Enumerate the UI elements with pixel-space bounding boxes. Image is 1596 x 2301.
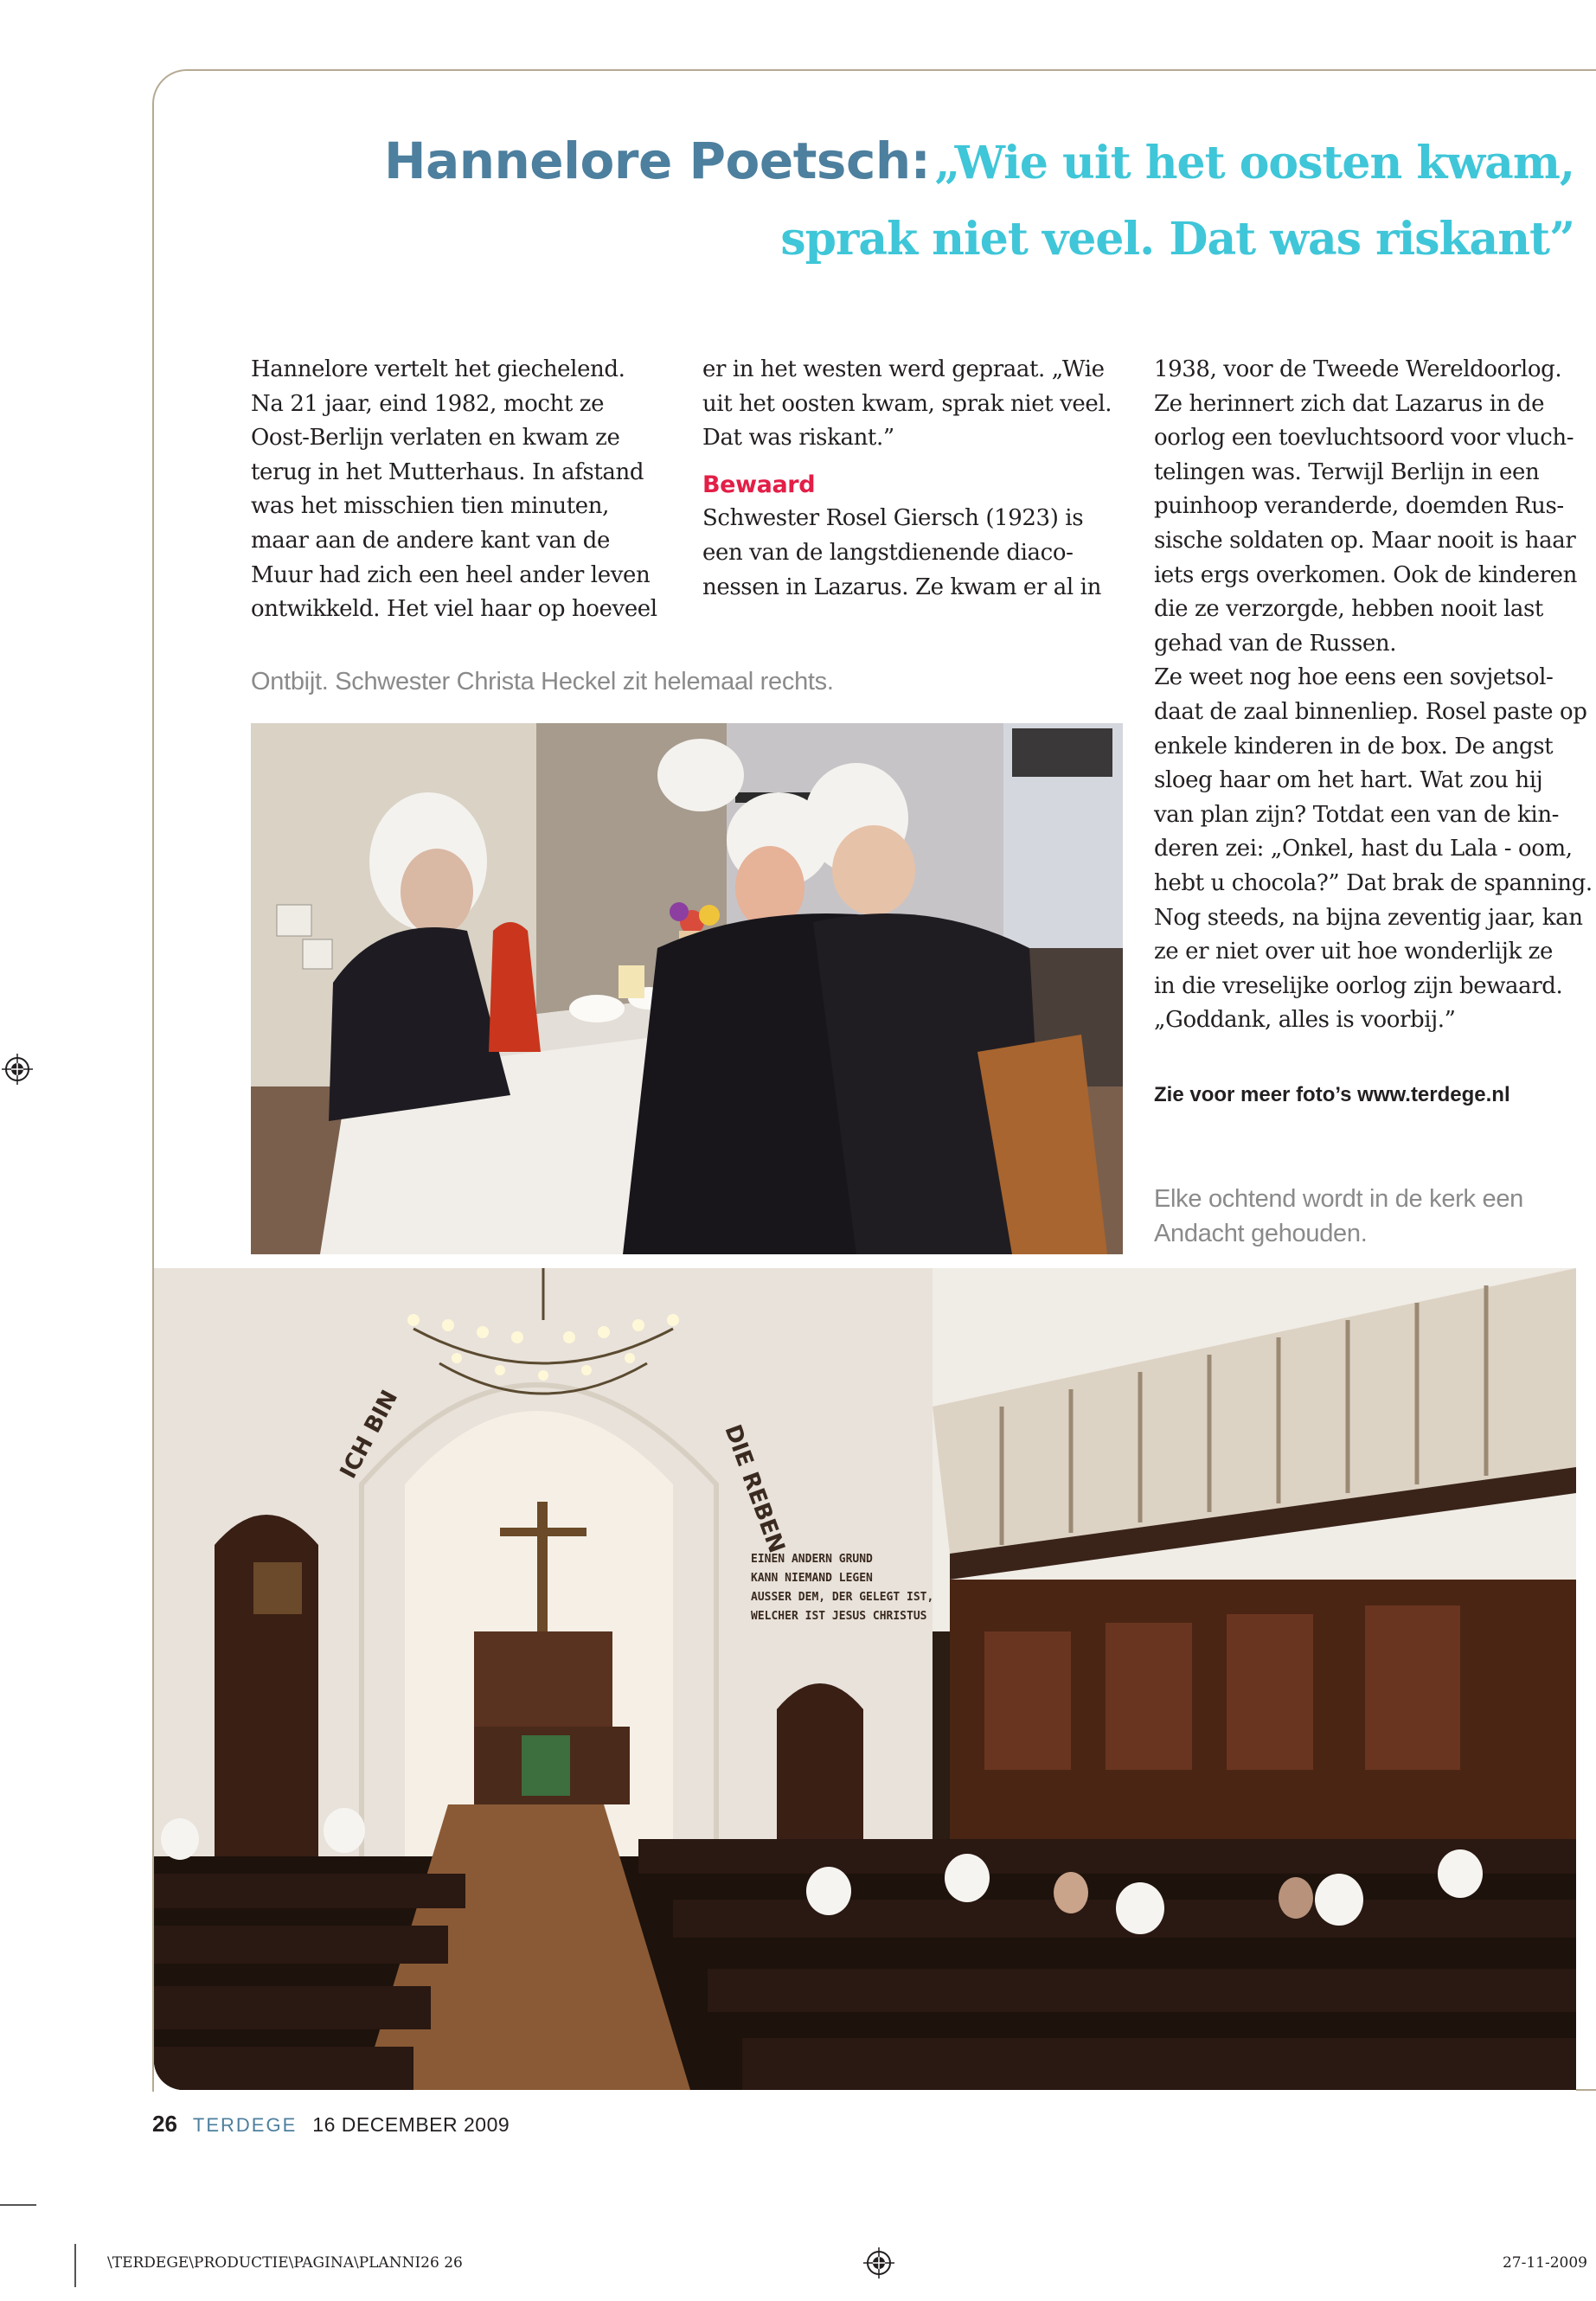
arch-text-right: DIE REBEN (719, 1421, 790, 1557)
text-column-3 (1154, 353, 1595, 1038)
headline-quote-line1: „Wie uit het oosten kwam, (934, 137, 1574, 189)
crop-mark (0, 2204, 36, 2206)
body-line: gehad van de Russen. (1154, 630, 1397, 657)
body-line: enkele kinderen in de box. De angst (1154, 733, 1554, 760)
body-line: Hannelore vertelt het giechelend. (251, 356, 625, 382)
wall-text-line: EINEN ANDERN GRUND (751, 1553, 873, 1566)
body-line: die ze verzorgde, hebben nooit last (1154, 596, 1543, 623)
body-line: Schwester Rosel Giersch (1923) is (702, 505, 1084, 532)
body-line: Na 21 jaar, eind 1982, mocht ze (251, 390, 605, 417)
body-line: een van de langstdienende diaco- (702, 539, 1074, 566)
print-slug-date: 27-11-2009 (1502, 2254, 1587, 2272)
body-line: oorlog een toevluchtsoord voor vluch- (1154, 425, 1574, 452)
body-line: Oost-Berlijn verlaten en kwam ze (251, 425, 620, 452)
breakfast-photo (251, 723, 1123, 1254)
page-frame-top (152, 69, 1596, 104)
registration-mark-icon (2, 1054, 33, 1085)
article-headline (260, 128, 1574, 283)
crop-mark (74, 2244, 76, 2287)
print-slug-path: \TERDEGE\PRODUCTIE\PAGINA\PLANNI26 26 (107, 2254, 463, 2272)
headline-name: Hannelore Poetsch: (384, 131, 931, 190)
wall-text-line: WELCHER IST JESUS CHRISTUS (751, 1610, 927, 1623)
caption-line: Elke ochtend wordt in de kerk een (1154, 1185, 1523, 1213)
body-line: Ze herinnert zich dat Lazarus in de (1154, 390, 1545, 417)
wall-text-line: KANN NIEMAND LEGEN (751, 1572, 873, 1585)
body-line: Dat was riskant.” (702, 425, 894, 452)
body-line: iets ergs overkomen. Ook de kinderen (1154, 561, 1577, 588)
page-footer (152, 2111, 510, 2137)
magazine-name: TERDEGE (192, 2114, 298, 2136)
body-line: hebt u chocola?” Dat brak de spanning. (1154, 869, 1593, 896)
arch-text-left: ICH BIN (335, 1386, 404, 1484)
website-reference: Zie voor meer foto’s www.terdege.nl (1154, 1083, 1510, 1106)
body-line: sloeg haar om het hart. Wat zou hij (1154, 767, 1543, 794)
issue-date: 16 DECEMBER 2009 (312, 2113, 510, 2136)
body-line: nessen in Lazarus. Ze kwam er al in (702, 574, 1101, 600)
body-line: „Goddank, alles is voorbij.” (1154, 1007, 1456, 1034)
headline-quote-line2: sprak niet veel. Dat was riskant” (780, 213, 1574, 266)
church-photo-caption (1154, 1182, 1552, 1251)
body-line: puinhoop veranderde, doemden Rus- (1154, 493, 1564, 520)
body-line: maar aan de andere kant van de (251, 527, 610, 554)
breakfast-photo-caption: Ontbijt. Schwester Christa Heckel zit helemaal rechts. (251, 668, 834, 695)
body-line: telingen was. Terwijl Berlijn in een (1154, 458, 1540, 485)
body-line: 1938, voor de Tweede Wereldoorlog. (1154, 356, 1562, 382)
body-line: van plan zijn? Totdat een van de kin- (1154, 801, 1560, 828)
text-column-1 (251, 353, 675, 627)
page-number: 26 (152, 2111, 177, 2137)
wall-text-line: AUSSER DEM, DER GELEGT IST, (751, 1591, 934, 1604)
body-line: er in het westen werd gepraat. „Wie (702, 356, 1105, 382)
body-line: in die vreselijke oorlog zijn bewaard. (1154, 972, 1563, 999)
body-line: uit het oosten kwam, sprak niet veel. (702, 390, 1112, 417)
body-line: daat de zaal binnenliep. Rosel paste op (1154, 698, 1587, 725)
body-line: sische soldaten op. Maar nooit is haar (1154, 527, 1576, 554)
text-column-2 (702, 353, 1135, 605)
registration-mark-icon (863, 2247, 894, 2279)
body-line: terug in het Mutterhaus. In afstand (251, 458, 644, 485)
body-line: deren zei: „Onkel, hast du Lala - oom, (1154, 836, 1573, 862)
body-line: ontwikkeld. Het viel haar op hoeveel (251, 596, 657, 623)
section-subhead: Bewaard (702, 471, 816, 498)
body-line: Muur had zich een heel ander leven (251, 561, 651, 588)
body-line: ze er niet over uit hoe wonderlijk ze (1154, 939, 1553, 965)
church-interior-photo (154, 1268, 1576, 2090)
page-frame-bottom (1576, 2089, 1596, 2091)
body-line: was het misschien tien minuten, (251, 493, 609, 520)
body-line: Nog steeds, na bijna zeventig jaar, kan (1154, 904, 1583, 931)
body-line: Ze weet nog hoe eens een sovjetsol- (1154, 664, 1554, 691)
caption-line: Andacht gehouden. (1154, 1220, 1368, 1247)
